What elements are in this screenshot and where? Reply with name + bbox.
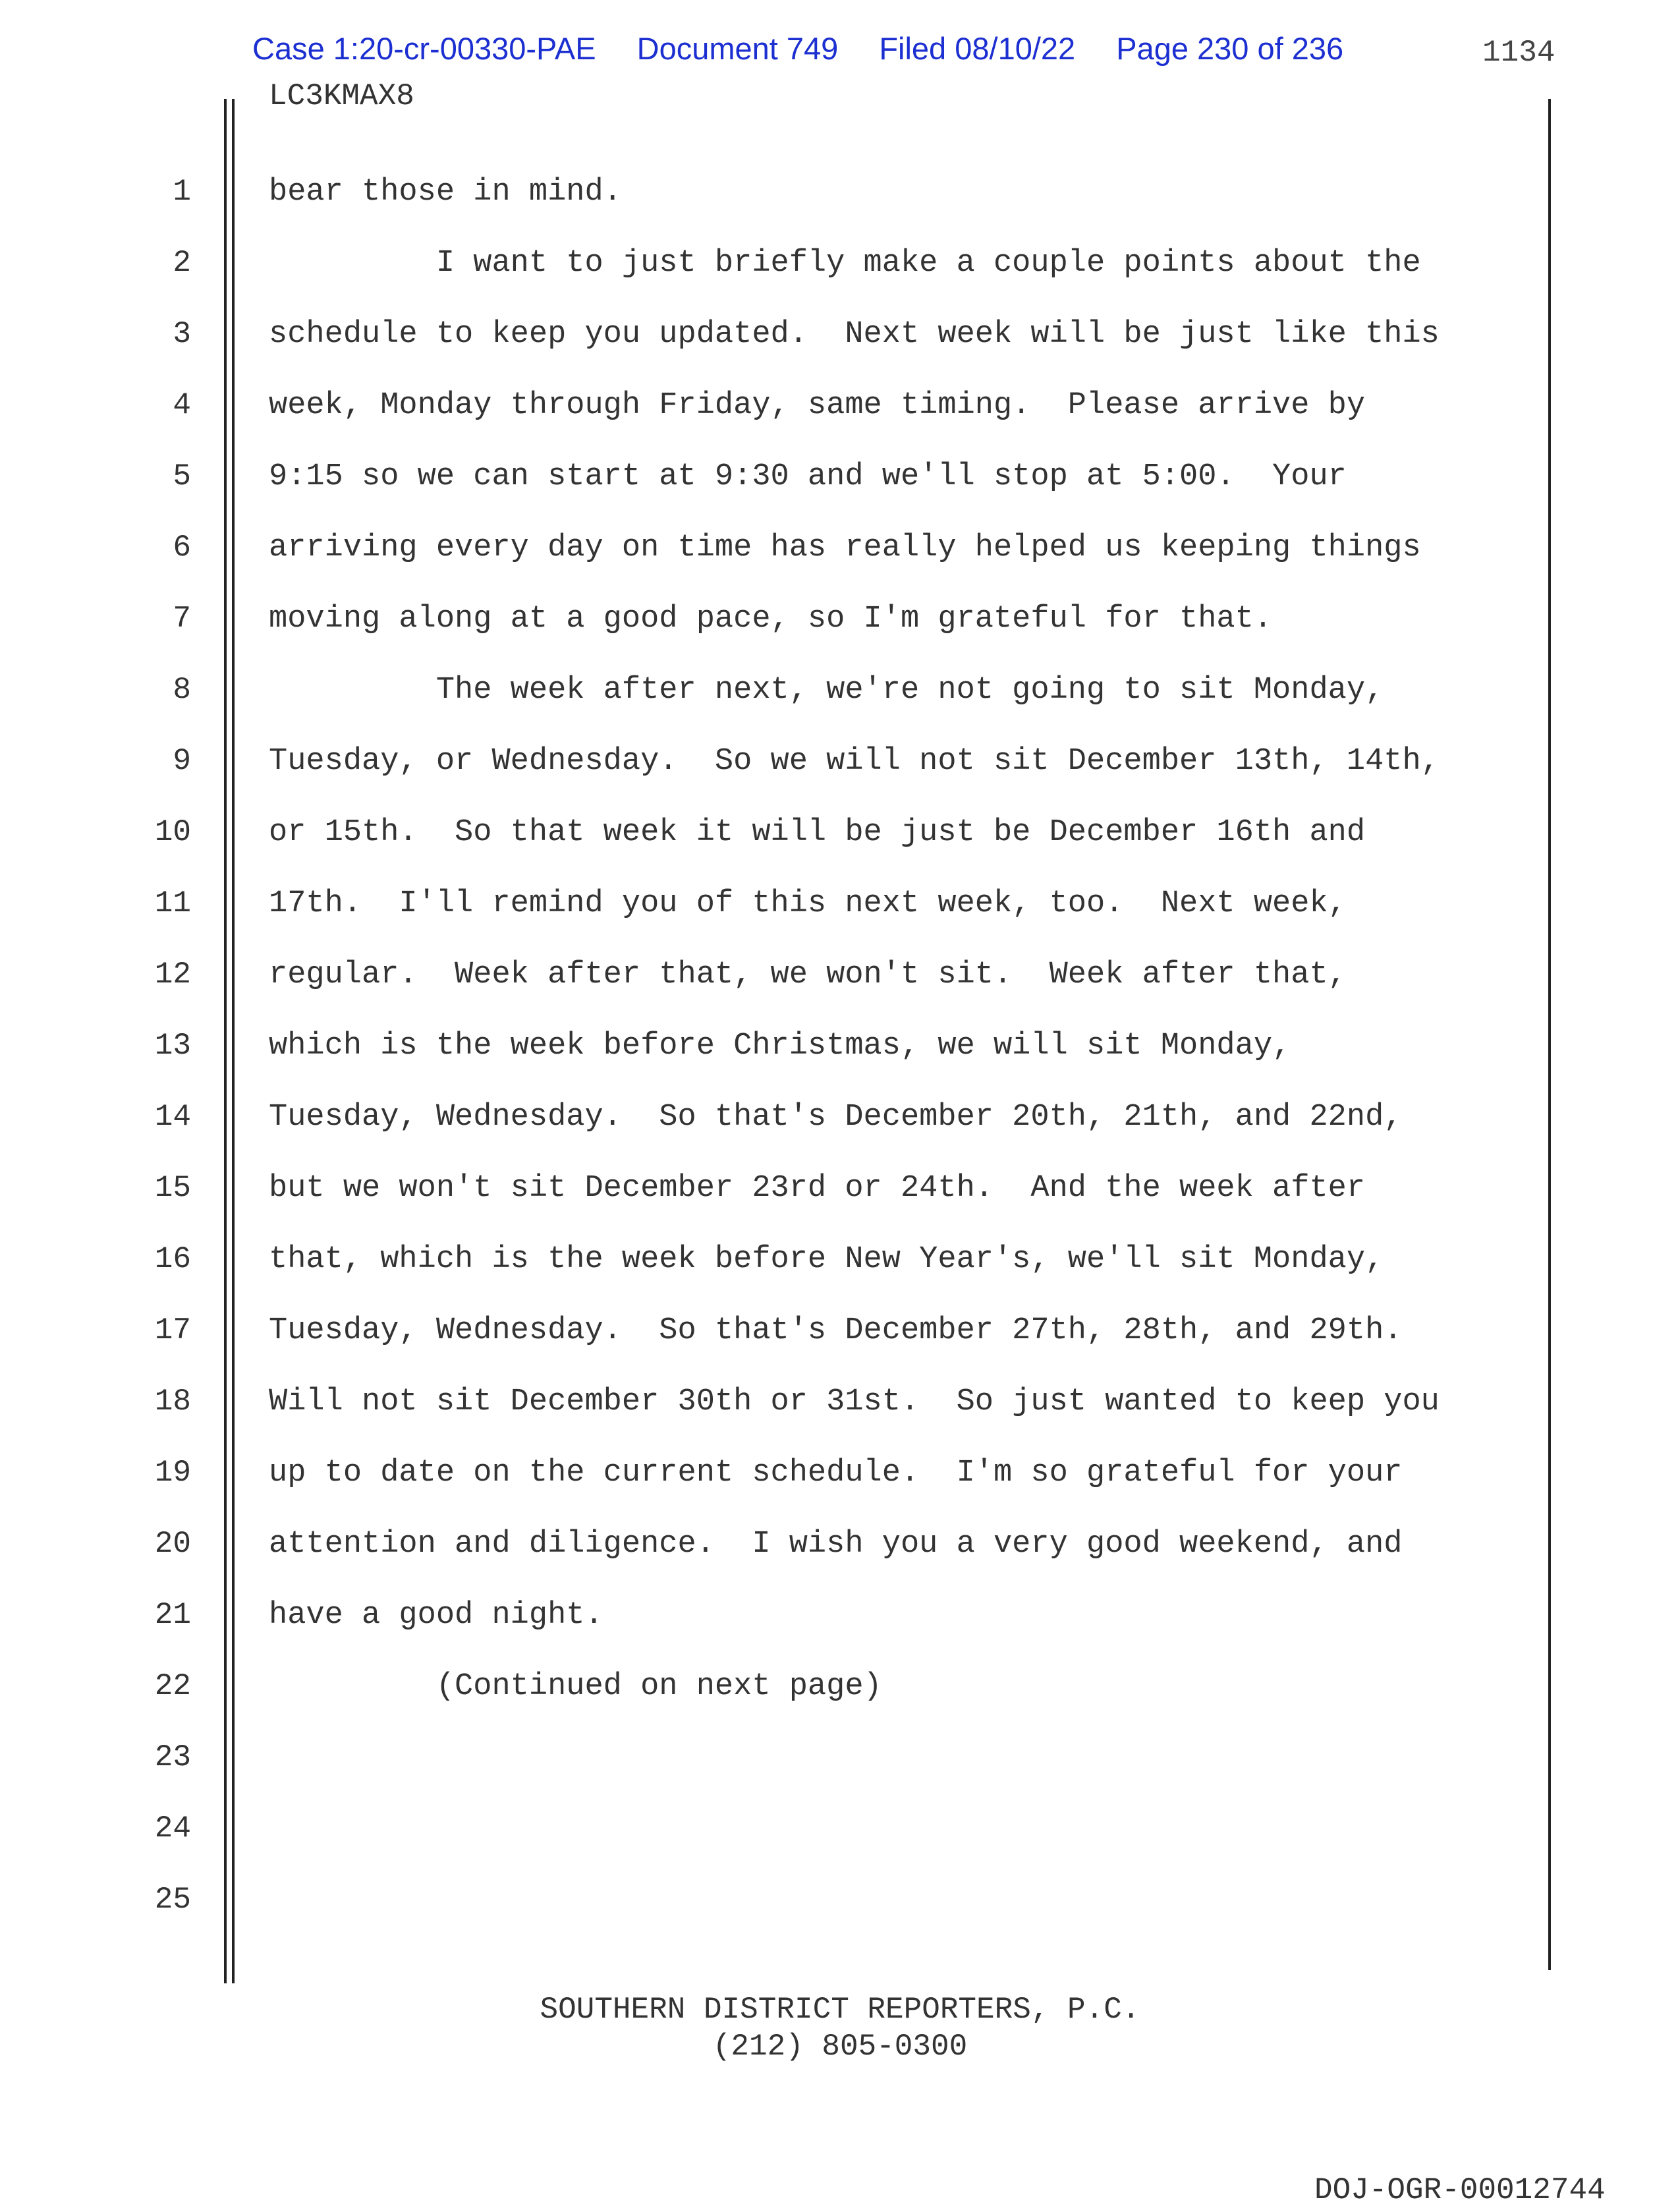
reporter-name: SOUTHERN DISTRICT REPORTERS, P.C. <box>540 1993 1140 2027</box>
case-number: Case 1:20-cr-00330-PAE <box>252 31 596 66</box>
transcript-line: Will not sit December 30th or 31st. So just wanted to keep you <box>269 1384 1440 1419</box>
page-of-total: Page 230 of 236 <box>1116 31 1344 66</box>
line-number: 16 <box>154 1242 191 1276</box>
transcript-line: regular. Week after that, we won't sit. Week after that, <box>269 957 1347 992</box>
line-number: 9 <box>173 744 191 778</box>
line-number: 3 <box>173 317 191 351</box>
line-number: 18 <box>154 1384 191 1419</box>
line-number: 12 <box>154 957 191 992</box>
line-number: 11 <box>154 886 191 921</box>
right-margin-rule <box>1548 99 1551 1970</box>
line-number: 22 <box>154 1669 191 1703</box>
transcript-line: attention and diligence. I wish you a very good weekend, and <box>269 1527 1403 1562</box>
filed-date: Filed 08/10/22 <box>879 31 1076 66</box>
line-number: 20 <box>154 1527 191 1561</box>
line-number: 24 <box>154 1811 191 1846</box>
line-number: 21 <box>154 1598 191 1632</box>
transcript-line: that, which is the week before New Year's, we'll sit Monday, <box>269 1242 1384 1277</box>
transcript-line: 9:15 so we can start at 9:30 and we'll stop at 5:00. Your <box>269 459 1347 494</box>
transcript-line: which is the week before Christmas, we will sit Monday, <box>269 1029 1291 1063</box>
transcript-line: Tuesday, Wednesday. So that's December 27th, 28th, and 29th. <box>269 1313 1403 1348</box>
transcript-line: bear those in mind. <box>269 175 622 210</box>
transcript-line: moving along at a good pace, so I'm grateful for that. <box>269 602 1273 637</box>
transcript-line: Tuesday, Wednesday. So that's December 20th, 21th, and 22nd, <box>269 1100 1403 1135</box>
bates-number: DOJ-OGR-00012744 <box>1314 2173 1606 2207</box>
document-number: Document 749 <box>636 31 839 66</box>
line-number: 4 <box>173 388 191 422</box>
line-number: 2 <box>173 246 191 280</box>
doc-code: LC3KMAX8 <box>269 79 414 113</box>
reporter-phone: (212) 805-0300 <box>712 2029 968 2064</box>
court-filing-stamp <box>252 30 1384 67</box>
line-number: 25 <box>154 1883 191 1917</box>
line-number: 14 <box>154 1100 191 1134</box>
line-number: 19 <box>154 1456 191 1490</box>
transcript-line: or 15th. So that week it will be just be December 16th and <box>269 815 1366 850</box>
line-number: 5 <box>173 459 191 494</box>
line-number: 13 <box>154 1029 191 1063</box>
transcript-page-number: 1134 <box>1482 36 1555 70</box>
transcript-line: I want to just briefly make a couple points about the <box>269 246 1421 281</box>
line-number: 23 <box>154 1740 191 1774</box>
transcript-line: 17th. I'll remind you of this next week, too. Next week, <box>269 886 1347 921</box>
left-margin-rule-inner <box>232 99 235 1983</box>
page-footer <box>0 1991 1680 2065</box>
left-margin-rule-outer <box>224 99 227 1983</box>
line-number: 17 <box>154 1313 191 1347</box>
transcript-line: up to date on the current schedule. I'm so grateful for your <box>269 1456 1403 1490</box>
transcript-line: The week after next, we're not going to sit Monday, <box>269 673 1384 708</box>
transcript-line: week, Monday through Friday, same timing. Please arrive by <box>269 388 1366 423</box>
line-number: 1 <box>173 175 191 209</box>
transcript-line: schedule to keep you updated. Next week will be just like this <box>269 317 1440 352</box>
transcript-line: (Continued on next page) <box>269 1669 882 1704</box>
line-number: 6 <box>173 530 191 565</box>
line-number: 7 <box>173 602 191 636</box>
line-number: 10 <box>154 815 191 849</box>
transcript-line: but we won't sit December 23rd or 24th. And the week after <box>269 1171 1366 1206</box>
line-number: 8 <box>173 673 191 707</box>
transcript-line: Tuesday, or Wednesday. So we will not sit December 13th, 14th, <box>269 744 1440 779</box>
transcript-line: arriving every day on time has really helped us keeping things <box>269 530 1421 565</box>
line-number: 15 <box>154 1171 191 1205</box>
transcript-line: have a good night. <box>269 1598 603 1633</box>
